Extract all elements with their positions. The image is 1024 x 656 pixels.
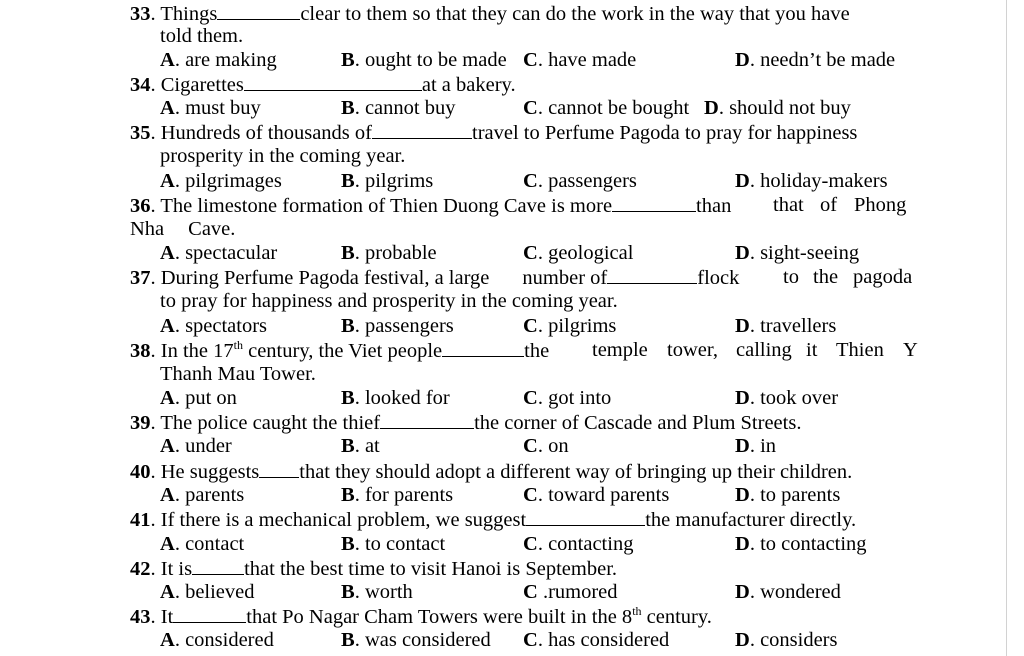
option-letter: B [341,242,355,264]
option-d[interactable] [735,315,836,337]
question-text: . It [150,606,174,628]
option-letter: C [523,387,538,409]
question-37 [130,266,916,290]
question-continuation: told them. [160,25,244,47]
option-d[interactable] [735,484,840,506]
option-c[interactable] [523,315,616,337]
option-d[interactable] [704,97,851,119]
option-d[interactable] [735,533,867,555]
option-c[interactable] [523,97,689,119]
question-text: flock [697,267,740,289]
option-text: . got into [537,387,612,409]
option-text: . pilgrims [537,315,617,337]
options-35 [0,170,1000,194]
answer-blank[interactable] [612,194,696,212]
question-text: temple [592,339,648,361]
question-text: that [773,194,804,216]
question-41 [130,508,856,532]
question-number: 43 [130,606,151,628]
option-a[interactable] [160,435,232,457]
question-text: . The limestone formation of Thien Duong Cave is more [150,195,613,217]
option-text: . contact [174,533,245,555]
question-39 [130,411,801,435]
option-letter: D [735,170,750,192]
question-number: 42 [130,558,151,580]
option-text: . at [354,435,380,457]
option-a[interactable] [160,533,244,555]
question-text: . He suggests [150,461,260,483]
option-text: . worth [354,581,413,603]
option-d[interactable] [735,170,888,192]
option-c[interactable] [523,533,633,555]
option-letter: A [160,435,175,457]
option-text: . in [749,435,777,457]
answer-blank[interactable] [244,73,422,91]
answer-blank[interactable] [173,605,246,623]
options-38 [0,387,1000,411]
option-letter: C [523,533,538,555]
question-number: 38 [130,340,151,362]
answer-blank[interactable] [192,557,244,575]
question-text: that the best time to visit Hanoi is September. [244,558,618,580]
option-b[interactable] [341,484,453,506]
option-text: . wondered [749,581,841,603]
question-number: 37 [130,267,151,289]
question-text: it [806,339,818,361]
option-text: . spectators [174,315,268,337]
option-d[interactable] [735,242,859,264]
question-text: clear to them so that they can do the work in the way that you have [300,3,850,25]
option-text: . passengers [537,170,637,192]
option-letter: A [160,315,175,337]
option-letter: A [160,581,175,603]
option-letter: C [523,242,538,264]
option-text: . has considered [537,629,670,651]
option-a[interactable] [160,315,267,337]
superscript: th [233,338,243,353]
question-text: tower, [667,339,718,361]
question-text: . Things [150,3,218,25]
option-text: . on [537,435,569,457]
option-b[interactable] [341,533,445,555]
option-letter: D [704,97,719,119]
question-text: that Po Nagar Cham Towers were built in the 8 [246,606,633,628]
option-text: .rumored [537,581,618,603]
answer-blank[interactable] [526,508,645,526]
options-37 [0,315,1000,339]
question-number: 39 [130,412,151,434]
question-42 [130,557,617,581]
option-b[interactable] [341,97,455,119]
options-43 [0,629,1000,653]
option-d[interactable] [735,581,841,603]
option-text: . considered [174,629,274,651]
option-letter: A [160,97,175,119]
question-text: of [820,194,838,216]
question-number: 36 [130,195,151,217]
option-d[interactable] [735,629,838,651]
option-text: . cannot be bought [537,97,690,119]
question-36 [130,194,916,218]
question-continuation: to pray for happiness and prosperity in the coming year. [160,290,618,312]
option-b[interactable] [341,629,491,651]
option-letter: D [735,581,750,603]
option-letter: C [523,315,538,337]
options-42 [0,581,1000,605]
question-number: 33 [130,3,151,25]
window-edge [1006,0,1024,656]
question-43 [130,605,712,629]
question-continuation: Thanh Mau Tower. [160,363,316,385]
option-c[interactable] [523,629,669,651]
option-letter: C [523,581,538,603]
question-text: calling [736,339,792,361]
option-letter: B [341,97,355,119]
option-text: . looked for [354,387,450,409]
option-a[interactable] [160,581,255,603]
options-41 [0,533,1000,557]
question-text: Thien [836,339,884,361]
option-letter: D [735,435,750,457]
option-text: . needn’t be made [749,49,896,71]
option-text: . to parents [749,484,841,506]
question-continuation [130,218,235,242]
option-text: . spectacular [174,242,278,264]
option-letter: C [523,435,538,457]
answer-blank[interactable] [380,411,474,429]
option-text: . have made [537,49,637,71]
option-b[interactable] [341,170,433,192]
question-text: pagoda [853,266,913,288]
options-40 [0,484,1000,508]
option-text: . are making [174,49,277,71]
option-d[interactable] [735,387,838,409]
question-text: than [696,195,732,217]
option-text: . must buy [174,97,261,119]
option-letter: C [523,629,538,651]
option-text: . believed [174,581,255,603]
option-a[interactable] [160,242,277,264]
question-text: the [813,266,839,288]
option-text: . under [174,435,232,457]
option-text: . toward parents [537,484,670,506]
option-text: . put on [174,387,237,409]
option-letter: B [341,170,355,192]
question-35 [130,121,857,145]
option-text: . to contact [354,533,446,555]
option-a[interactable] [160,97,261,119]
option-a[interactable] [160,49,277,71]
question-text: that they should adopt a different way of bringing up their children. [299,461,853,483]
option-text: . cannot buy [354,97,456,119]
option-text: . should not buy [718,97,851,119]
question-text: travel to Perfume Pagoda to pray for happiness [472,122,858,144]
option-text: . probable [354,242,437,264]
question-text: . If there is a mechanical problem, we suggest [150,509,527,531]
option-letter: B [341,315,355,337]
option-b[interactable] [341,315,454,337]
question-text: the [524,340,550,362]
options-34 [0,97,1000,121]
question-text: Nha [130,218,165,240]
option-b[interactable] [341,387,450,409]
option-letter: B [341,387,355,409]
options-39 [0,435,1000,459]
option-c[interactable] [523,170,637,192]
option-letter: D [735,315,750,337]
option-letter: A [160,242,175,264]
question-34 [130,73,516,97]
option-text: . ought to be made [354,49,507,71]
option-text: . sight-seeing [749,242,860,264]
option-letter: D [735,387,750,409]
option-a[interactable] [160,170,282,192]
question-continuation: prosperity in the coming year. [160,145,406,167]
option-a[interactable] [160,484,244,506]
question-text: . In the 17 [150,340,234,362]
option-letter: D [735,49,750,71]
option-letter: B [341,629,355,651]
answer-blank[interactable] [607,266,697,284]
options-36 [0,242,1000,266]
option-letter: A [160,484,175,506]
option-text: . was considered [354,629,491,651]
question-text: . Hundreds of thousands of [150,122,372,144]
option-text: . travellers [749,315,837,337]
option-text: . considers [749,629,838,651]
question-40 [130,460,852,484]
options-33 [0,49,1000,73]
question-text: century. [641,606,712,628]
option-b[interactable] [341,49,507,71]
option-b[interactable] [341,581,413,603]
option-letter: C [523,170,538,192]
option-text: . took over [749,387,839,409]
option-letter: C [523,97,538,119]
question-text: the corner of Cascade and Plum Streets. [474,412,802,434]
answer-blank[interactable] [217,2,300,20]
option-letter: B [341,49,355,71]
superscript: th [632,604,642,619]
answer-blank[interactable] [259,460,299,478]
question-number: 41 [130,509,151,531]
option-letter: C [523,484,538,506]
option-letter: B [341,435,355,457]
option-b[interactable] [341,242,437,264]
option-text: . pilgrimages [174,170,282,192]
question-text: century, the Viet people [242,340,443,362]
option-letter: B [341,484,355,506]
option-d[interactable] [735,435,776,457]
option-letter: D [735,533,750,555]
option-c[interactable] [523,49,636,71]
option-text: . contacting [537,533,634,555]
option-c[interactable] [523,435,569,457]
option-letter: A [160,49,175,71]
option-letter: A [160,533,175,555]
option-a[interactable] [160,387,237,409]
question-text: to [783,266,799,288]
question-38 [130,339,916,363]
question-text: . It is [150,558,193,580]
option-c[interactable] [523,581,618,603]
question-text: Phong [854,194,907,216]
question-text: the manufacturer directly. [645,509,857,531]
question-number: 35 [130,122,151,144]
option-letter: B [341,581,355,603]
option-text: . pilgrims [354,170,434,192]
question-text: number of [522,267,608,289]
question-text: at a bakery. [421,74,516,96]
option-letter: D [735,629,750,651]
question-text: . The police caught the thief [150,412,381,434]
option-letter: A [160,387,175,409]
option-text: . to contacting [749,533,867,555]
option-letter: D [735,484,750,506]
option-letter: A [160,170,175,192]
option-a[interactable] [160,629,274,651]
option-text: . holiday-makers [749,170,888,192]
option-d[interactable] [735,49,895,71]
option-letter: B [341,533,355,555]
option-text: . geological [537,242,634,264]
option-letter: D [735,242,750,264]
option-c[interactable] [523,242,633,264]
option-b[interactable] [341,435,380,457]
option-c[interactable] [523,484,669,506]
question-text: . Cigarettes [150,74,244,96]
answer-blank[interactable] [442,339,524,357]
option-letter: C [523,49,538,71]
question-text: Y [903,339,918,361]
option-c[interactable] [523,387,611,409]
option-text: . for parents [354,484,454,506]
option-text: . parents [174,484,245,506]
option-text: . passengers [354,315,454,337]
question-number: 34 [130,74,151,96]
answer-blank[interactable] [372,121,472,139]
question-text: . During Perfume Pagoda festival, a large [150,267,490,289]
question-number: 40 [130,461,151,483]
question-text: Cave. [188,218,236,240]
option-letter: A [160,629,175,651]
question-33 [130,2,850,26]
